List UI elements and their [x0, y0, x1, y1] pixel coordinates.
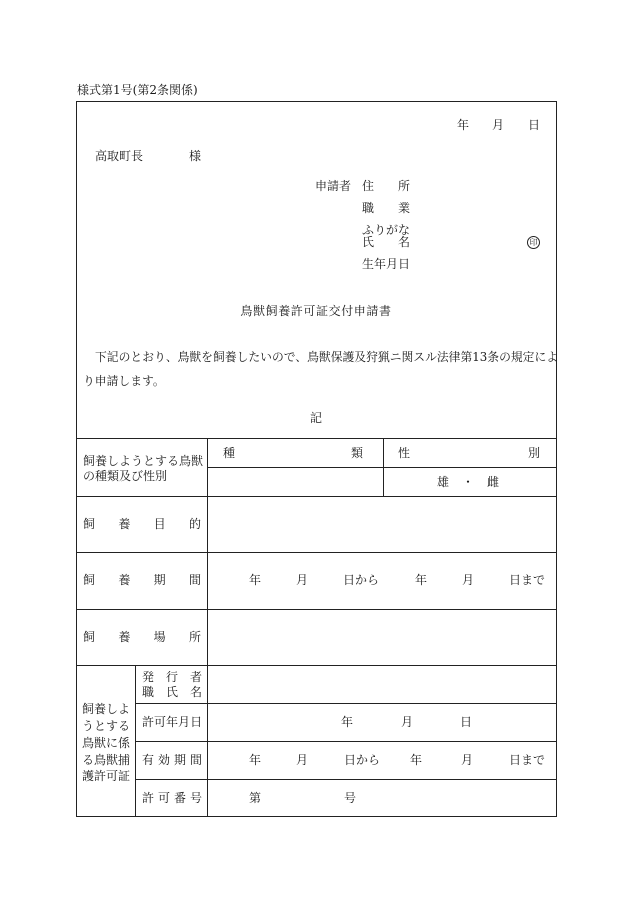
- vertical-rule: [207, 438, 208, 816]
- label-char: 雄: [437, 475, 450, 489]
- body-line-2: り申請します。: [83, 374, 165, 388]
- purpose-label: [83, 517, 201, 531]
- body-line-1: 下記のとおり、鳥獣を飼養したいので、鳥獣保護及狩猟ニ関スル法律第13条の規定によ: [95, 350, 559, 364]
- label-char: 養: [118, 573, 131, 587]
- sex-value-cell: [383, 467, 556, 496]
- validity-from-year: 年: [249, 753, 262, 767]
- label-char: 期: [153, 573, 166, 587]
- note-heading: 記: [309, 411, 322, 425]
- period-to-day: 日まで: [509, 573, 546, 587]
- species-sex-label-line-2: の種類及び性別: [83, 469, 168, 483]
- addressee-honorific: 様: [189, 149, 202, 163]
- horizontal-rule: [135, 779, 557, 780]
- period-to-month: 月: [462, 573, 475, 587]
- period-label-cell: [76, 552, 207, 609]
- horizontal-rule: [135, 741, 557, 742]
- validity-to-day: 日まで: [509, 753, 546, 767]
- label-char: 業: [397, 201, 410, 215]
- label-char: 名: [189, 685, 202, 699]
- species-header-cell: [207, 438, 383, 467]
- label-char: 有: [142, 753, 155, 767]
- label-char: 年: [166, 715, 179, 729]
- location-label: [83, 630, 201, 644]
- purpose-value-cell: [207, 496, 556, 552]
- horizontal-rule: [207, 467, 557, 468]
- label-char: 号: [189, 791, 202, 805]
- label-char: 飼: [83, 630, 96, 644]
- label-char: 目: [153, 517, 166, 531]
- label-char: 名: [397, 235, 410, 249]
- permit-date-day: 日: [460, 715, 473, 729]
- location-value-cell: [207, 609, 556, 665]
- permit-label-line-1: 飼養しよ: [82, 702, 131, 716]
- issuer-label-line-2: [142, 685, 202, 699]
- label-char: 飼: [83, 517, 96, 531]
- label-char: 住: [362, 179, 375, 193]
- label-char: 養: [118, 517, 131, 531]
- label-char: 期: [173, 753, 186, 767]
- vertical-rule: [135, 665, 136, 816]
- application-header: [76, 101, 559, 438]
- horizontal-rule: [76, 496, 557, 497]
- label-char: 許: [142, 715, 155, 729]
- form-title: 鳥獣飼養許可証交付申請書: [240, 304, 392, 318]
- permit-number-suffix: 号: [344, 791, 357, 805]
- period-from-month: 月: [296, 573, 309, 587]
- furigana-label: ふりがな: [362, 223, 411, 237]
- label-char: 効: [157, 753, 170, 767]
- permit-date-label: [142, 715, 202, 729]
- permit-number-prefix: 第: [249, 791, 262, 805]
- validity-label-cell: [135, 741, 207, 779]
- label-char: ・: [461, 475, 474, 489]
- label-char: 的: [188, 517, 201, 531]
- label-char: 場: [153, 630, 166, 644]
- label-char: 日: [190, 715, 203, 729]
- date-year-label: 年: [457, 118, 470, 132]
- sex-options: [437, 475, 499, 489]
- issuer-label-cell: [135, 665, 207, 703]
- validity-value-cell: [207, 741, 556, 779]
- name-label: [362, 235, 410, 249]
- permit-number-value-cell: [207, 779, 556, 816]
- date-day-label: 日: [528, 118, 541, 132]
- label-char: 性: [398, 446, 411, 460]
- species-value-cell: [207, 467, 383, 496]
- label-char: 発: [142, 670, 155, 684]
- horizontal-rule: [76, 665, 557, 666]
- validity-from-month: 月: [296, 753, 309, 767]
- permit-date-label-cell: [135, 703, 207, 741]
- permit-date-year: 年: [341, 715, 354, 729]
- issuer-label-line-1: [142, 670, 202, 684]
- permit-date-value-cell: [207, 703, 556, 741]
- label-char: 可: [154, 715, 167, 729]
- permit-label-line-4: る鳥獣捕: [82, 753, 131, 767]
- form-number: 様式第1号(第2条関係): [77, 83, 198, 97]
- label-char: 行: [165, 670, 178, 684]
- label-char: 類: [350, 446, 363, 460]
- permit-number-label: [142, 791, 202, 805]
- horizontal-rule: [76, 438, 557, 439]
- horizontal-rule: [76, 609, 557, 610]
- label-char: 間: [189, 753, 202, 767]
- species-sex-label-cell: [76, 438, 207, 496]
- vertical-rule: [383, 438, 384, 496]
- sex-header-cell: [383, 438, 556, 467]
- seal-mark: 印: [527, 236, 540, 249]
- species-sex-label-line-1: 飼養しようとする鳥獣: [83, 454, 204, 468]
- label-char: 月: [178, 715, 191, 729]
- permit-label-line-2: うとする: [82, 719, 131, 733]
- birthdate-label: 生年月日: [362, 257, 411, 271]
- label-char: 雌: [486, 475, 499, 489]
- location-label-cell: [76, 609, 207, 665]
- species-header: [223, 446, 363, 460]
- label-char: 所: [188, 630, 201, 644]
- label-char: 職: [142, 685, 155, 699]
- validity-label: [142, 753, 202, 767]
- label-char: 所: [397, 179, 410, 193]
- applicant-label: 申請者: [315, 179, 352, 193]
- occupation-label: [362, 201, 410, 215]
- label-char: 可: [157, 791, 170, 805]
- horizontal-rule: [76, 552, 557, 553]
- sex-header: [398, 446, 540, 460]
- permit-label-line-5: 護許可証: [82, 769, 131, 783]
- label-char: 氏: [165, 685, 178, 699]
- label-char: 許: [142, 791, 155, 805]
- label-char: 職: [362, 201, 375, 215]
- validity-to-month: 月: [461, 753, 474, 767]
- period-to-year: 年: [415, 573, 428, 587]
- period-from-year: 年: [249, 573, 262, 587]
- period-from-day: 日から: [343, 573, 380, 587]
- label-char: 氏: [362, 235, 375, 249]
- horizontal-rule: [135, 703, 557, 704]
- period-label: [83, 573, 201, 587]
- addressee-name: 高取町長: [95, 149, 144, 163]
- label-char: 養: [118, 630, 131, 644]
- permit-number-label-cell: [135, 779, 207, 816]
- permit-label-line-3: 鳥獣に係: [82, 736, 131, 750]
- label-char: 種: [223, 446, 236, 460]
- permit-date-month: 月: [401, 715, 414, 729]
- label-char: 飼: [83, 573, 96, 587]
- label-char: 者: [189, 670, 202, 684]
- purpose-label-cell: [76, 496, 207, 552]
- validity-from-day: 日から: [344, 753, 381, 767]
- period-value-cell: [207, 552, 556, 609]
- label-char: 別: [527, 446, 540, 460]
- label-char: 間: [188, 573, 201, 587]
- label-char: 番: [173, 791, 186, 805]
- address-label: [362, 179, 410, 193]
- permit-label-cell: [76, 665, 135, 816]
- validity-to-year: 年: [410, 753, 423, 767]
- issuer-value-cell: [207, 665, 556, 703]
- date-month-label: 月: [492, 118, 505, 132]
